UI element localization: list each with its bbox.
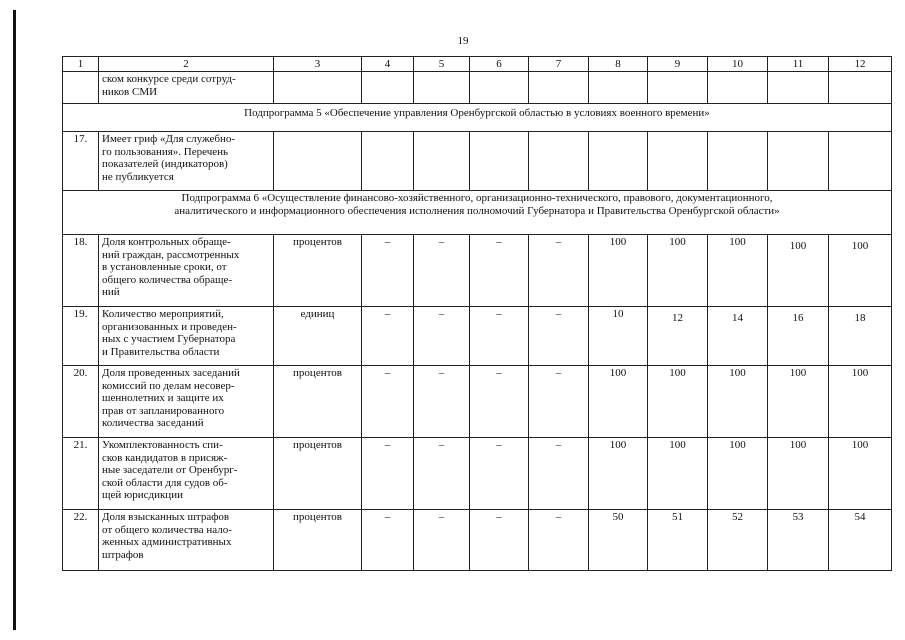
- page-number: 19: [457, 35, 469, 47]
- empty-cell: [470, 72, 529, 104]
- empty-cell: [648, 72, 708, 104]
- dash-cell: –: [470, 510, 529, 571]
- empty-cell: [589, 72, 648, 104]
- dash-cell: –: [529, 510, 589, 571]
- value-cell: 100: [589, 438, 648, 510]
- indicators-table: [62, 56, 892, 571]
- table-row: [63, 438, 892, 510]
- dash-cell: –: [414, 510, 470, 571]
- subprogram-6-line-2: аналитического и информационного обеспечения исполнения полномочий Губернатора и Правительства Оренбургской области»: [174, 204, 780, 217]
- header-row: [63, 57, 892, 72]
- dash-cell: –: [414, 438, 470, 510]
- table-row: [63, 366, 892, 438]
- empty-cell: [529, 72, 589, 104]
- dash-cell: –: [362, 307, 414, 366]
- value-cell: 14: [708, 307, 768, 366]
- header-cell: 1: [63, 57, 99, 72]
- subprogram-5-title: Подпрограмма 5 «Обеспечение управления Оренбургской областью в условиях военного времени»: [63, 104, 892, 132]
- value-cell: 100: [768, 438, 829, 510]
- value-cell: 100: [829, 366, 892, 438]
- row-number: 19.: [63, 307, 99, 366]
- row-number-cell: [63, 72, 99, 104]
- unit-cell: процентов: [274, 510, 362, 571]
- dash-cell: –: [362, 366, 414, 438]
- header-cell: 3: [274, 57, 362, 72]
- empty-cell: [768, 72, 829, 104]
- value-cell: 12: [648, 307, 708, 366]
- empty-cell: [470, 132, 529, 191]
- value-cell: 100: [648, 438, 708, 510]
- value-cell: 18: [829, 307, 892, 366]
- empty-cell: [362, 132, 414, 191]
- value-cell: 53: [768, 510, 829, 571]
- empty-cell: [589, 132, 648, 191]
- subprogram-6-line-1: Подпрограмма 6 «Осуществление финансово-хозяйственного, организационно-технического, правового, документационного,: [181, 192, 773, 204]
- row-number: 18.: [63, 235, 99, 307]
- dash-cell: –: [470, 235, 529, 307]
- row-number: 22.: [63, 510, 99, 571]
- indicator-text: Количество мероприятий, организованных и проведен- ных с участием Губернатора и Правительства области: [99, 307, 274, 366]
- value-cell: 100: [648, 235, 708, 307]
- table-row: [63, 307, 892, 366]
- empty-cell: [829, 132, 892, 191]
- indicator-text: Доля взысканных штрафов от общего количества нало- женных административных штрафов: [99, 510, 274, 571]
- subprogram-6-title: [63, 191, 892, 235]
- header-cell: 11: [768, 57, 829, 72]
- dash-cell: –: [470, 366, 529, 438]
- continuation-row: [63, 72, 892, 104]
- row-number: 21.: [63, 438, 99, 510]
- dash-cell: –: [529, 307, 589, 366]
- indicator-text: Доля проведенных заседаний комиссий по делам несовер- шеннолетних и защите их прав от запланированного количества заседаний: [99, 366, 274, 438]
- dash-cell: –: [470, 438, 529, 510]
- value-cell: 50: [589, 510, 648, 571]
- dash-cell: –: [470, 307, 529, 366]
- header-cell: 4: [362, 57, 414, 72]
- unit-cell: единиц: [274, 307, 362, 366]
- empty-cell: [414, 72, 470, 104]
- row-number: 20.: [63, 366, 99, 438]
- value-cell: 100: [829, 235, 892, 307]
- empty-cell: [362, 72, 414, 104]
- value-cell: 100: [768, 235, 829, 307]
- unit-cell: процентов: [274, 366, 362, 438]
- row-17: [63, 132, 892, 191]
- dash-cell: –: [362, 510, 414, 571]
- header-cell: 6: [470, 57, 529, 72]
- row-number: 17.: [63, 132, 99, 191]
- indicator-text: Имеет гриф «Для служебно- го пользования». Перечень показателей (индикаторов) не публикуется: [99, 132, 274, 191]
- indicator-text: Доля контрольных обраще- ний граждан, рассмотренных в установленные сроки, от общего количества обраще- ний: [99, 235, 274, 307]
- value-cell: 16: [768, 307, 829, 366]
- unit-cell: процентов: [274, 235, 362, 307]
- empty-cell: [274, 132, 362, 191]
- dash-cell: –: [414, 307, 470, 366]
- empty-cell: [529, 132, 589, 191]
- dash-cell: –: [362, 235, 414, 307]
- value-cell: 100: [829, 438, 892, 510]
- header-cell: 12: [829, 57, 892, 72]
- empty-cell: [648, 132, 708, 191]
- subprogram-5-row: [63, 104, 892, 132]
- value-cell: 54: [829, 510, 892, 571]
- indicator-text: Укомплектованность спи- сков кандидатов в присяж- ные заседатели от Оренбург- ской области для судов об- щей юрисдикции: [99, 438, 274, 510]
- value-cell: 52: [708, 510, 768, 571]
- table-row: [63, 235, 892, 307]
- empty-cell: [708, 72, 768, 104]
- table-row: [63, 510, 892, 571]
- dash-cell: –: [414, 235, 470, 307]
- empty-cell: [708, 132, 768, 191]
- subprogram-6-row: [63, 191, 892, 235]
- value-cell: 10: [589, 307, 648, 366]
- unit-cell: процентов: [274, 438, 362, 510]
- dash-cell: –: [414, 366, 470, 438]
- header-cell: 9: [648, 57, 708, 72]
- header-cell: 8: [589, 57, 648, 72]
- dash-cell: –: [362, 438, 414, 510]
- empty-cell: [829, 72, 892, 104]
- header-cell: 7: [529, 57, 589, 72]
- empty-cell: [274, 72, 362, 104]
- empty-cell: [414, 132, 470, 191]
- empty-cell: [768, 132, 829, 191]
- value-cell: 100: [768, 366, 829, 438]
- header-cell: 5: [414, 57, 470, 72]
- dash-cell: –: [529, 366, 589, 438]
- header-cell: 2: [99, 57, 274, 72]
- value-cell: 100: [708, 366, 768, 438]
- value-cell: 100: [708, 235, 768, 307]
- dash-cell: –: [529, 438, 589, 510]
- value-cell: 51: [648, 510, 708, 571]
- header-cell: 10: [708, 57, 768, 72]
- indicator-text: ском конкурсе среди сотруд- ников СМИ: [99, 72, 274, 104]
- value-cell: 100: [589, 366, 648, 438]
- dash-cell: –: [529, 235, 589, 307]
- binding-edge-bar: [13, 10, 16, 630]
- value-cell: 100: [648, 366, 708, 438]
- value-cell: 100: [708, 438, 768, 510]
- value-cell: 100: [589, 235, 648, 307]
